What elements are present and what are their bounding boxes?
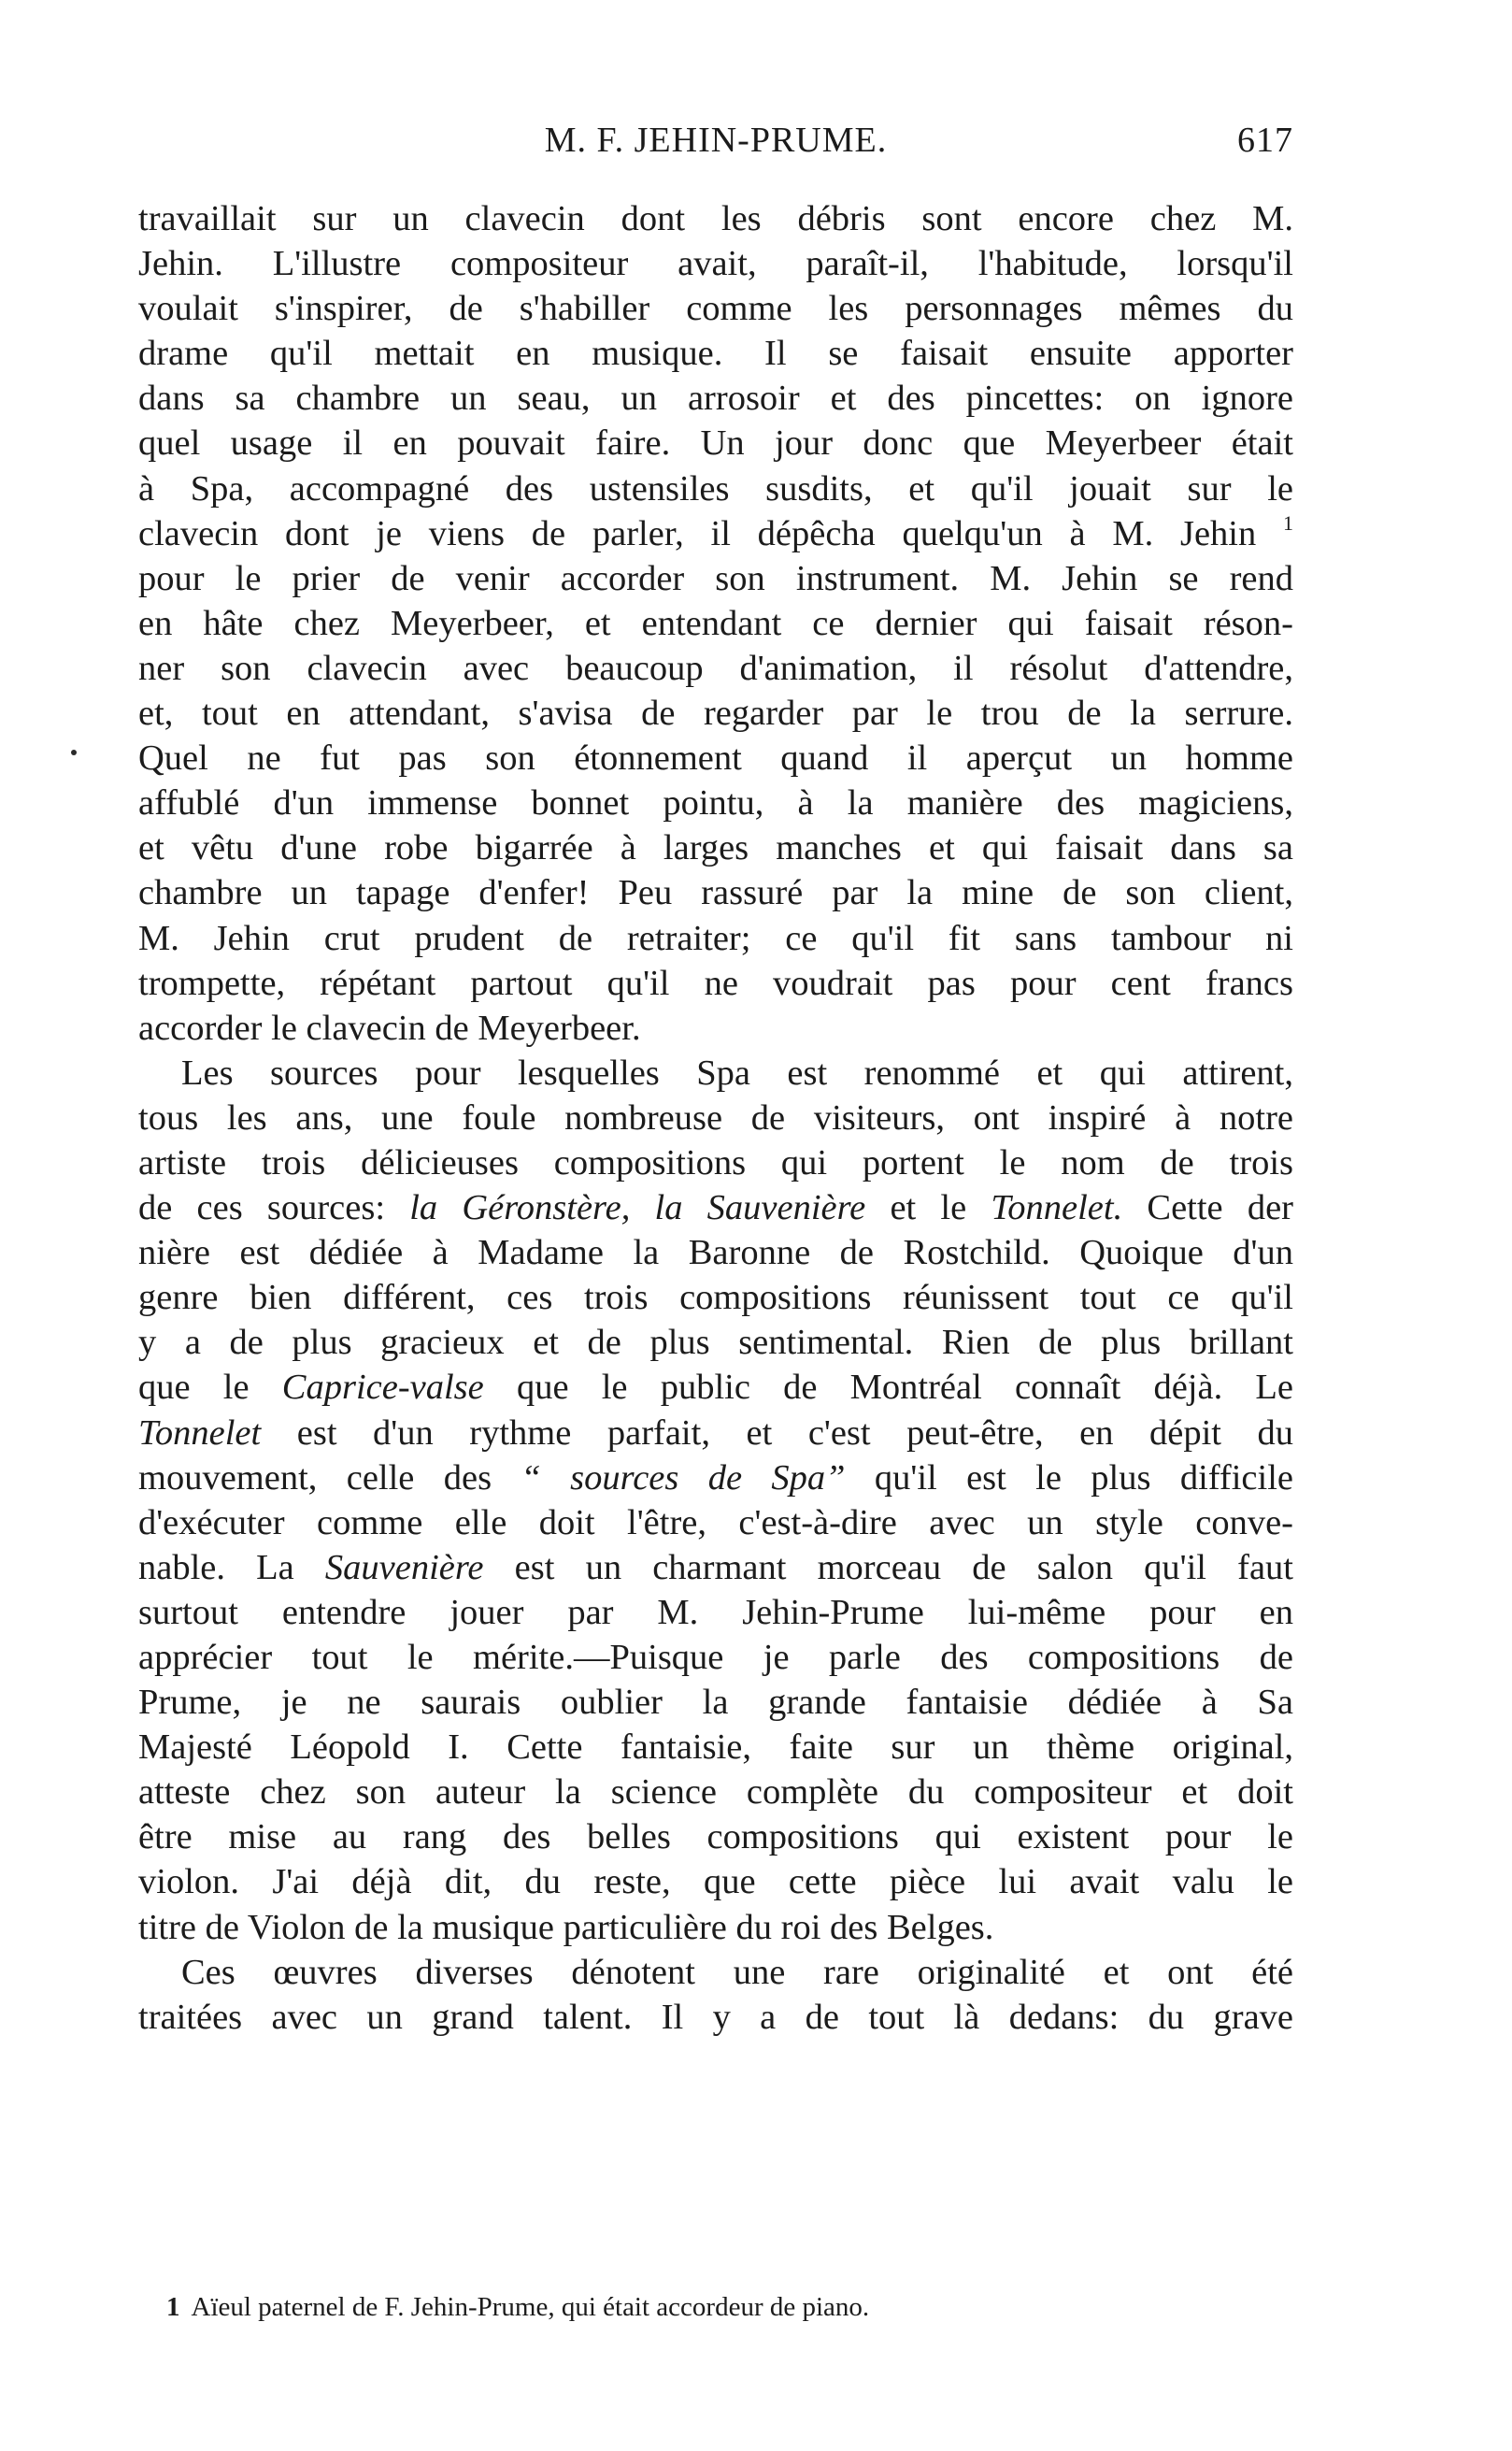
text-line: tous les ans, une foule nombreuse de visiteurs, ont inspiré à notre <box>138 1097 1293 1138</box>
text-line: affublé d'un immense bonnet pointu, à la manière des magiciens, <box>138 783 1293 824</box>
text-line: et, tout en attendant, s'avisa de regarder par le trou de la serrure. <box>138 694 1293 734</box>
text-line: être mise au rang des belles compositions qui existent pour le <box>138 1817 1293 1857</box>
text-line: surtout entendre jouer par M. Jehin-Prume lui-même pour en <box>138 1592 1293 1632</box>
text-line <box>138 1411 1293 1455</box>
text-line: Prume, je ne saurais oublier la grande fantaisie dédiée à Sa <box>138 1683 1293 1723</box>
text-line: d'exécuter comme elle doit l'être, c'est-à-dire avec un style conve- <box>138 1502 1293 1542</box>
text-line: Ces œuvres diverses dénotent une rare originalité et ont été <box>181 1952 1293 1992</box>
text-line: artiste trois délicieuses compositions qui portent le nom de trois <box>138 1142 1293 1182</box>
text-line: en hâte chez Meyerbeer, et entendant ce dernier qui faisait réson- <box>138 603 1293 643</box>
text-line-content: nable. La <box>138 1547 294 1587</box>
text-line-content: clavecin dont je viens de parler, il dépêcha quelqu'un à M. Jehin <box>138 513 1257 553</box>
text-line: quel usage il en pouvait faire. Un jour donc que Meyerbeer était <box>138 423 1293 464</box>
body-text <box>138 196 1293 2040</box>
text-line-content: de ces sources: <box>138 1188 386 1228</box>
text-line: genre bien différent, ces trois compositions réunissent tout ce qu'il <box>138 1278 1293 1318</box>
title-geronstere: la Géronstère, <box>409 1188 631 1228</box>
text-line-content: mouvement, celle des <box>138 1457 492 1498</box>
text-line: travaillait sur un clavecin dont les débris sont encore chez M. <box>138 199 1293 238</box>
text-line: apprécier tout le mérite.—Puisque je parle des compositions de <box>138 1638 1293 1677</box>
text-line: nière est dédiée à Madame la Baronne de Rostchild. Quoique d'un <box>138 1233 1293 1273</box>
text-line-content: est d'un rythme parfait, et c'est peut-être, en dépit du <box>296 1412 1293 1453</box>
text-line <box>138 1185 1293 1230</box>
text-line: drame qu'il mettait en musique. Il se faisait ensuite apporter <box>138 334 1293 374</box>
running-head <box>138 120 1293 176</box>
text-line <box>138 1545 1293 1590</box>
text-line: pour le prier de venir accorder son instrument. M. Jehin se rend <box>138 558 1293 598</box>
title-sources-de-spa: “ sources de Spa” <box>521 1457 846 1498</box>
text-line: accorder le clavecin de Meyerbeer. <box>138 1008 641 1048</box>
footnote-reference: 1 <box>1283 510 1293 535</box>
text-line: et vêtu d'une robe bigarrée à larges manches et qui faisait dans sa <box>138 828 1293 868</box>
margin-dot-mark <box>71 750 77 755</box>
title-tonnelet: Tonnelet <box>138 1412 262 1453</box>
text-line: ner son clavecin avec beaucoup d'animation, il résolut d'attendre, <box>138 648 1293 688</box>
footnote-text: Aïeul paternel de F. Jehin-Prume, qui était accordeur de piano. <box>191 2292 870 2322</box>
text-line: voulait s'inspirer, de s'habiller comme les personnages mêmes du <box>138 289 1293 329</box>
text-line <box>138 1365 1293 1410</box>
text-line: violon. J'ai déjà dit, du reste, que cette pièce lui avait valu le <box>138 1862 1293 1902</box>
text-line: Quel ne fut pas son étonnement quand il aperçut un homme <box>138 738 1293 779</box>
title-caprice-valse: Caprice-valse <box>281 1368 484 1408</box>
text-line: trompette, répétant partout qu'il ne voudrait pas pour cent francs <box>138 963 1293 1003</box>
text-line <box>138 1455 1293 1500</box>
text-line: à Spa, accompagné des ustensiles susdits, et qu'il jouait sur le <box>138 468 1293 509</box>
text-line-content: que le <box>138 1368 250 1408</box>
title-sauveniere: la Sauvenière <box>654 1188 866 1228</box>
text-fragment: qu'il est le plus difficile <box>845 1457 1293 1498</box>
running-title: M. F. JEHIN-PRUME. <box>544 121 888 160</box>
text-line: Majesté Léopold I. Cette fantaisie, faite sur un thème original, <box>138 1727 1293 1768</box>
footnote-number: 1 <box>166 2292 180 2322</box>
text-line: titre de Violon de la musique particulière du roi des Belges. <box>138 1907 994 1947</box>
text-line: chambre un tapage d'enfer! Peu rassuré par la mine de son client, <box>138 873 1293 913</box>
text-line <box>138 511 1293 556</box>
text-line: Jehin. L'illustre compositeur avait, paraît-il, l'habitude, lorsqu'il <box>138 244 1293 284</box>
text-line: atteste chez son auteur la science complète du compositeur et doit <box>138 1772 1293 1813</box>
text-fragment: que le public de Montréal connaît déjà. Le <box>483 1368 1293 1408</box>
text-line: Les sources pour lesquelles Spa est renommé et qui attirent, <box>181 1053 1293 1093</box>
text-line: M. Jehin crut prudent de retraiter; ce qu'il fit sans tambour ni <box>138 918 1293 958</box>
text-line: y a de plus gracieux et de plus sentimental. Rien de plus brillant <box>138 1323 1293 1363</box>
text-fragment: Cette der <box>1122 1188 1293 1228</box>
title-tonnelet: Tonnelet. <box>991 1188 1123 1228</box>
title-sauveniere: Sauvenière <box>324 1547 484 1587</box>
text-fragment: et le <box>865 1188 991 1228</box>
footnote <box>166 2288 1101 2326</box>
text-line: dans sa chambre un seau, un arrosoir et des pincettes: on ignore <box>138 379 1293 419</box>
page-number: 617 <box>1237 121 1293 160</box>
text-fragment: est un charmant morceau de salon qu'il faut <box>483 1547 1293 1587</box>
text-line: traitées avec un grand talent. Il y a de tout là dedans: du grave <box>138 1997 1293 2037</box>
